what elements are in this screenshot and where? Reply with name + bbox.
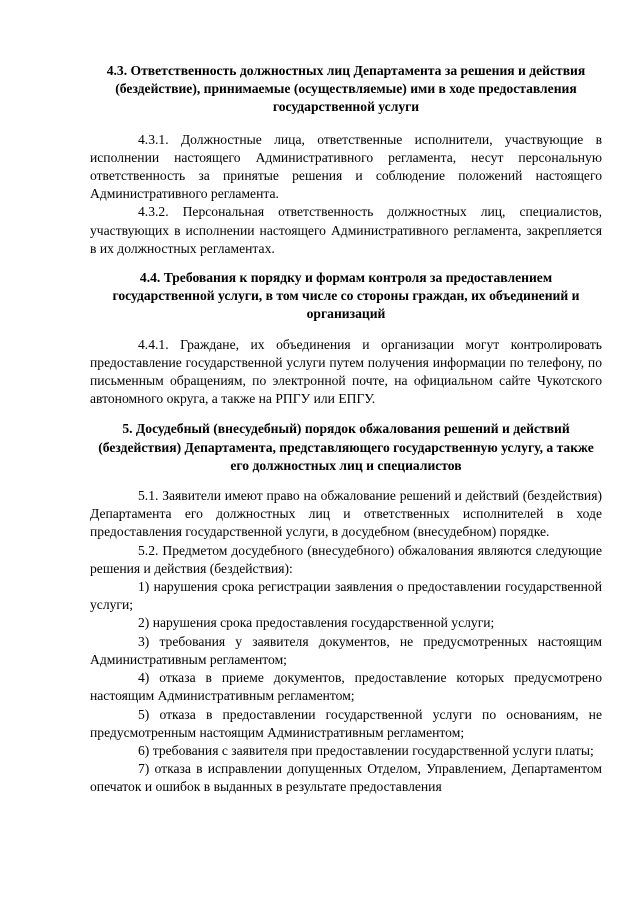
section-4-4 [90,269,602,408]
paragraph-5-2: 5.2. Предметом досудебного (внесудебного) обжалования являются следующие решения и действия (бездействия): [90,542,602,576]
section-heading-4-3: 4.3. Ответственность должностных лиц Департамента за решения и действия (бездействие), принимаемые (осуществляемые) ими в ходе предоставления государственной услуги [106,63,586,115]
document-page [90,62,602,797]
section-heading-4-4: 4.4. Требования к порядку и формам контроля за предоставлением государственной услуги, в том числе со стороны граждан, их объединений и организаций [112,270,580,322]
paragraph-4-3-2: 4.3.2. Персональная ответственность должностных лиц, специалистов, участвующих в исполнении настоящего Административного регламента, закрепляется в их должностных регламентах. [90,204,602,256]
list-item-4: 4) отказа в приеме документов, предоставление которых предусмотрено настоящим Административным регламентом; [90,670,602,704]
list-item-6: 6) требования с заявителя при предоставлении государственной услуги платы; [138,742,594,758]
list-item-3: 3) требования у заявителя документов, не предусмотренных настоящим Административным регламентом; [90,633,602,667]
list-item-1: 1) нарушения срока регистрации заявления о предоставлении государственной услуги; [90,579,602,613]
paragraph-4-4-1: 4.4.1. Граждане, их объединения и организации могут контролировать предоставление государственной услуги путем получения информации по телефону, по письменным обращениям, по электронной почте, на официальном сайте Чукотского автономного округа, а также на РПГУ или ЕПГУ. [90,336,602,407]
paragraph-4-3-1: 4.3.1. Должностные лица, ответственные исполнители, участвующие в исполнении настоящего Административного регламента, несут персональную ответственность за принятые решения и соблюдение положений настоящего Административного регламента. [90,131,602,202]
section-4-3 [90,62,602,258]
section-heading-5: 5. Досудебный (внесудебный) порядок обжалования решений и действий (бездействия) Департамента, представляющего государственную услугу, а также его должностных лиц и специалистов [98,421,594,473]
paragraph-5-1: 5.1. Заявители имеют право на обжалование решений и действий (бездействия) Департамента его должностных лиц и ответственных исполнителей в ходе предоставления государственной услуги, в досудебном (внесудебном) порядке. [90,488,602,540]
section-5 [90,420,602,796]
list-item-5: 5) отказа в предоставлении государственной услуги по основаниям, не предусмотренным настоящим Административным регламентом; [90,706,602,740]
list-item-2: 2) нарушения срока предоставления государственной услуги; [138,615,495,631]
list-item-7: 7) отказа в исправлении допущенных Отделом, Управлением, Департаментом опечаток и ошибок в выданных в результате предоставления [90,761,602,795]
